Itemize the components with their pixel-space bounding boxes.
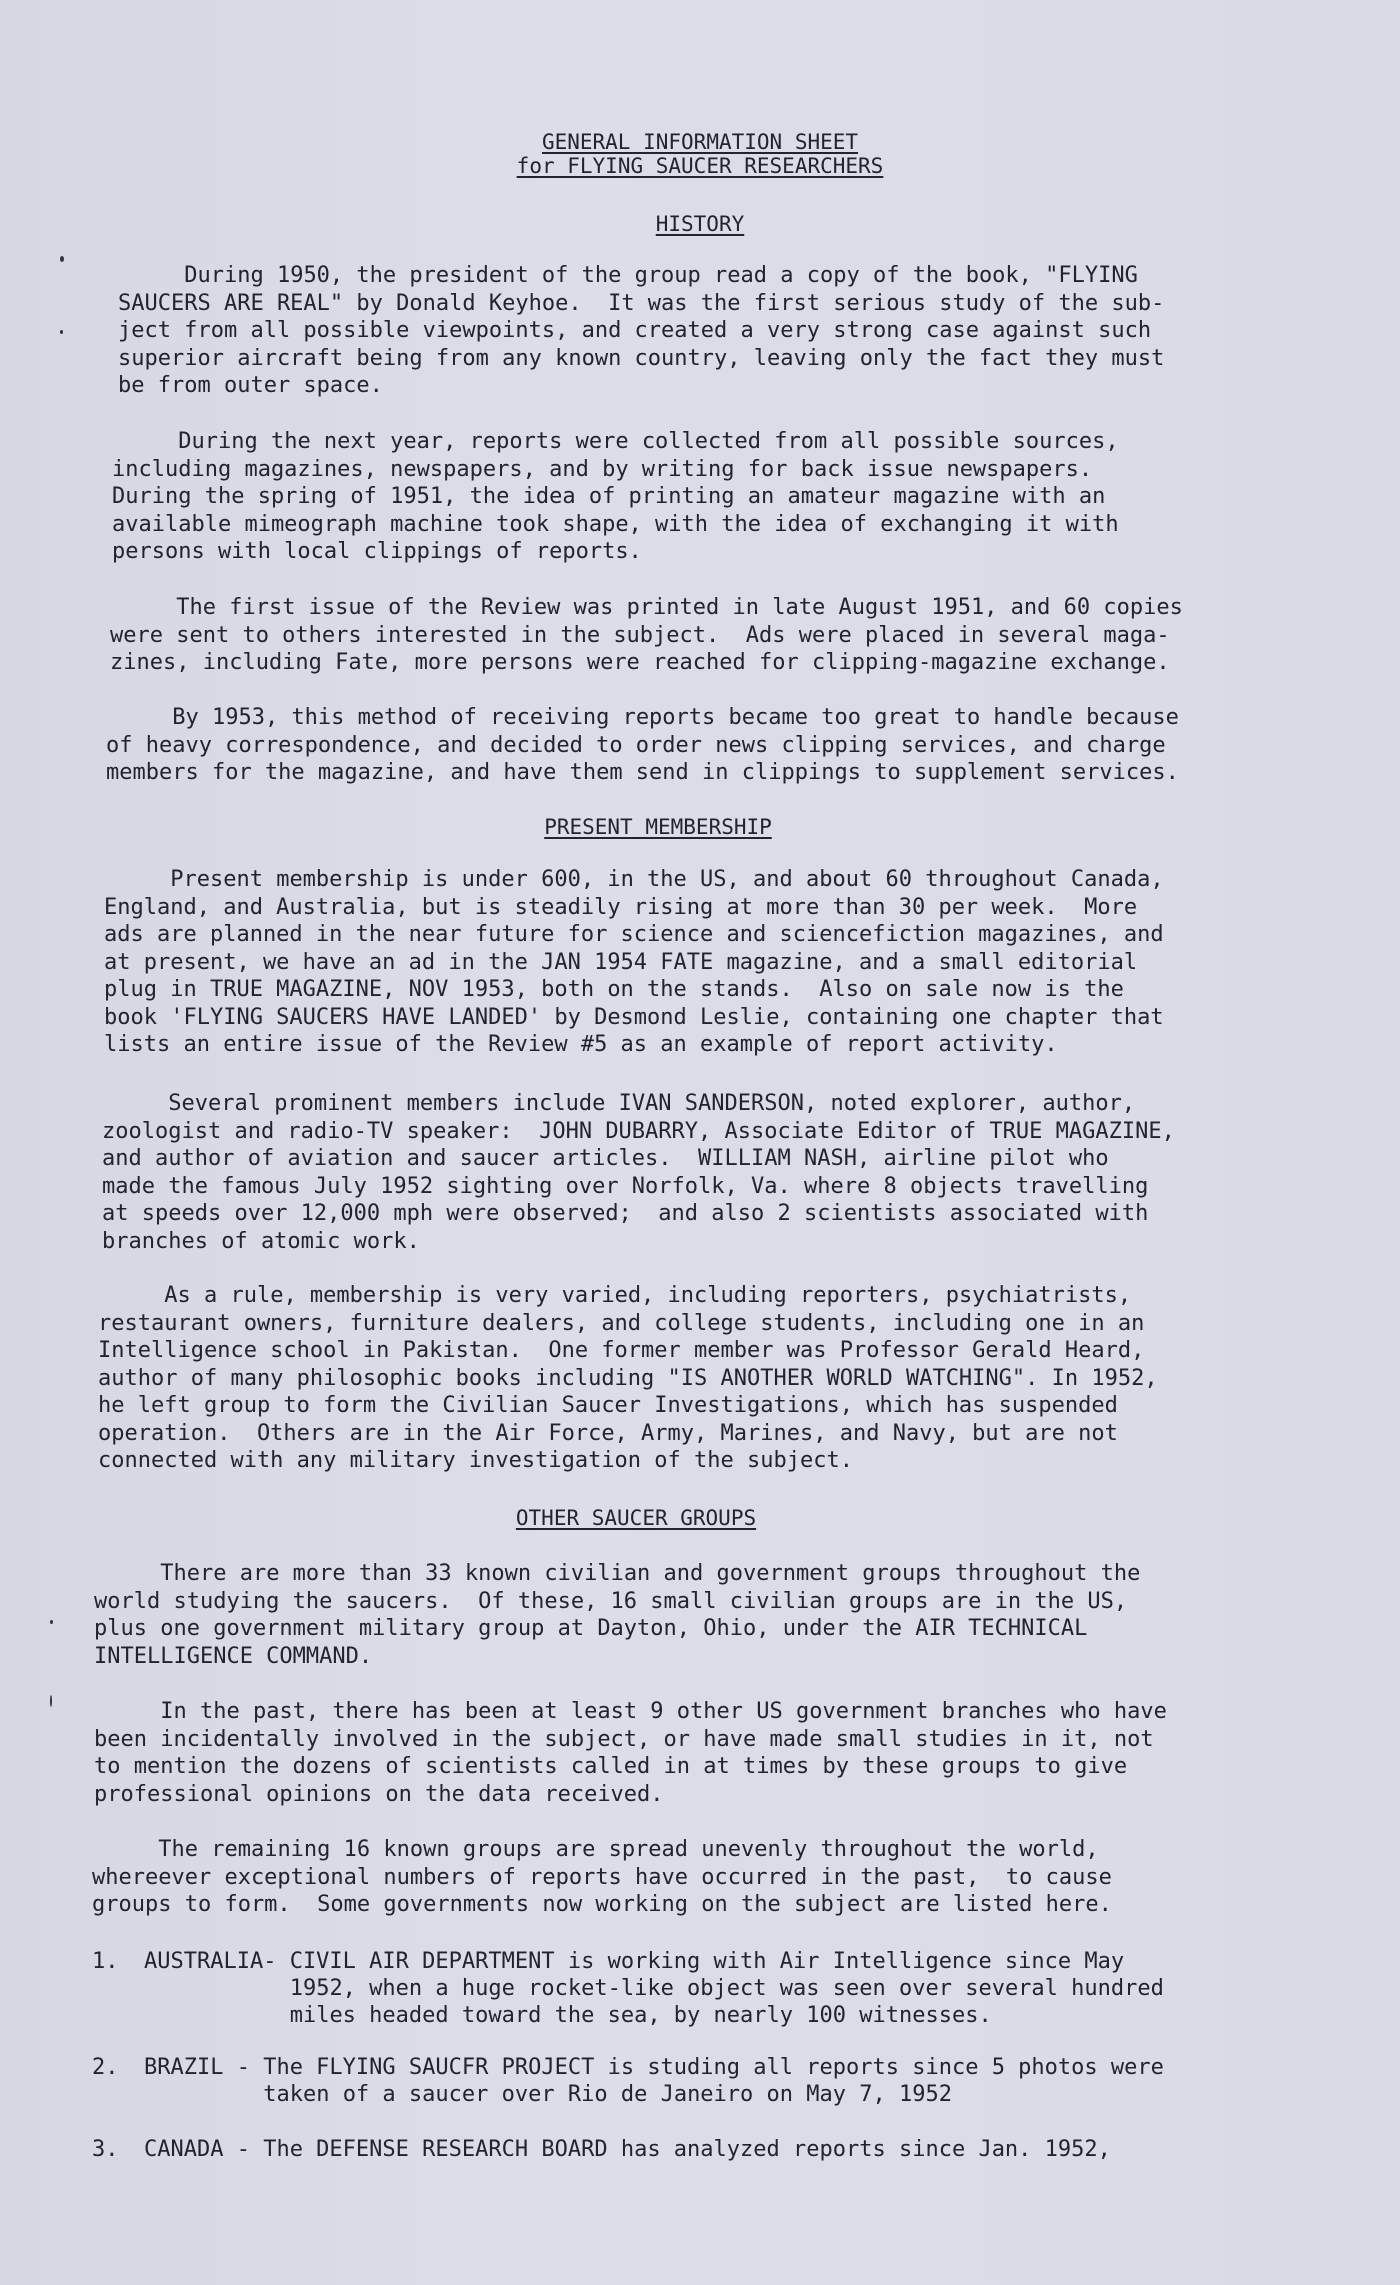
list-item (92, 2054, 1372, 2110)
list-item-number: 2. (92, 2055, 119, 2080)
paper-speck (50, 1620, 53, 1624)
list-item-text: AUSTRALIA- CIVIL AIR DEPARTMENT is working with Air Intelligence since May 1952, when a huge rocket-like object was seen over several hundred miles headed toward the sea, by nearly 100 witnesses. (144, 1949, 1164, 2028)
paragraph: Present membership is under 600, in the US, and about 60 throughout Canada, England, and Australia, but is steadily rising at more than 30 per week. More ads are planned in the near future for science and sciencefiction magazines, and at present, we have an ad in the JAN 1954 FATE magazine, and a small editorial plug in TRUE MAGAZINE, NOV 1953, both on the stands. Also on sale now is the book 'FLYING SAUCERS HAVE LANDED' by Desmond Leslie, containing one chapter that lists an entire issue of the Review #5 as an example of report activity. (104, 867, 1164, 1057)
paragraph: There are more than 33 known civilian and government groups throughout the world studying the saucers. Of these, 16 small civilian groups are in the US, plus one government military group at Dayton, Ohio, under the AIR TECHNICAL INTELLIGENCE COMMAND. (94, 1561, 1141, 1669)
paragraph: The first issue of the Review was printed in late August 1951, and 60 copies were sent to others interested in the subject. Ads were placed in several maga- zines, including Fate, more persons were reached for clipping-magazine exchange. (110, 595, 1183, 675)
paragraph: Several prominent members include IVAN SANDERSON, noted explorer, author, zoologist and radio-TV speaker: JOHN DUBARRY, Associate Editor of TRUE MAGAZINE, and author of aviation and saucer articles. WILLIAM NASH, airline pilot who made the famous July 1952 sighting over Norfolk, Va. where 8 objects travelling at speeds over 12,000 mph were observed; and also 2 scientists associated with branches of atomic work. (102, 1091, 1175, 1254)
title-line-1: GENERAL INFORMATION SHEET (541, 130, 859, 154)
paragraph: By 1953, this method of receiving reports became too great to handle because of heavy correspondence, and decided to order news clipping services, and charge members for the magazine, and have them send in clippings to supplement services. (106, 705, 1179, 785)
list-item (92, 1948, 1372, 2032)
paragraph: During 1950, the president of the group read a copy of the book, "FLYING SAUCERS ARE REAL" by Donald Keyhoe. It was the first serious study of the sub- ject from all possible viewpoints, and created a very strong case against such superior aircraft being from any known country, leaving only the fact they must be from outer space. (118, 263, 1165, 398)
section-heading-other-saucer-groups: OTHER SAUCER GROUPS (515, 1506, 757, 1530)
list-item-text: CANADA - The DEFENSE RESEARCH BOARD has analyzed reports since Jan. 1952, (144, 2137, 1111, 2162)
section-heading-history: HISTORY (655, 212, 745, 236)
paper-speck (60, 330, 63, 334)
paragraph: The remaining 16 known groups are spread unevenly throughout the world, whereever exceptional numbers of reports have occurred in the past, to cause groups to form. Some governments now working on the subject are listed here. (92, 1837, 1112, 1917)
paragraph: As a rule, membership is very varied, including reporters, psychiatrists, restaurant owners, furniture dealers, and college students, including one in an Intelligence school in Pakistan. One former member was Professor Gerald Heard, author of many philosophic books including "IS ANOTHER WORLD WATCHING". In 1952, he left group to form the Civilian Saucer Investigations, which has suspended operation. Others are in the Air Force, Army, Marines, and Navy, but are not connected with any military investigation of the subject. (98, 1283, 1158, 1473)
list-item-number: 1. (92, 1949, 119, 1974)
paragraph: In the past, there has been at least 9 other US government branches who have been incidentally involved in the subject, or have made small studies in it, not to mention the dozens of scientists called in at times by these groups to give professional opinions on the data received. (94, 1699, 1167, 1807)
list-item-text: BRAZIL - The FLYING SAUCFR PROJECT is studing all reports since 5 photos were taken of a saucer over Rio de Janeiro on May 7, 1952 (144, 2055, 1164, 2107)
document-title (0, 130, 1400, 178)
paragraph: During the next year, reports were collected from all possible sources, including magazines, newspapers, and by writing for back issue newspapers. During the spring of 1951, the idea of printing an amateur magazine with an available mimeograph machine took shape, with the idea of exchanging it with persons with local clippings of reports. (112, 429, 1119, 564)
paper-speck (60, 256, 64, 262)
title-line-2: for FLYING SAUCER RESEARCHERS (516, 154, 884, 178)
section-heading-present-membership: PRESENT MEMBERSHIP (544, 815, 772, 839)
list-item-number: 3. (92, 2137, 119, 2162)
paper-speck (50, 1695, 52, 1707)
list-item (92, 2136, 1372, 2166)
